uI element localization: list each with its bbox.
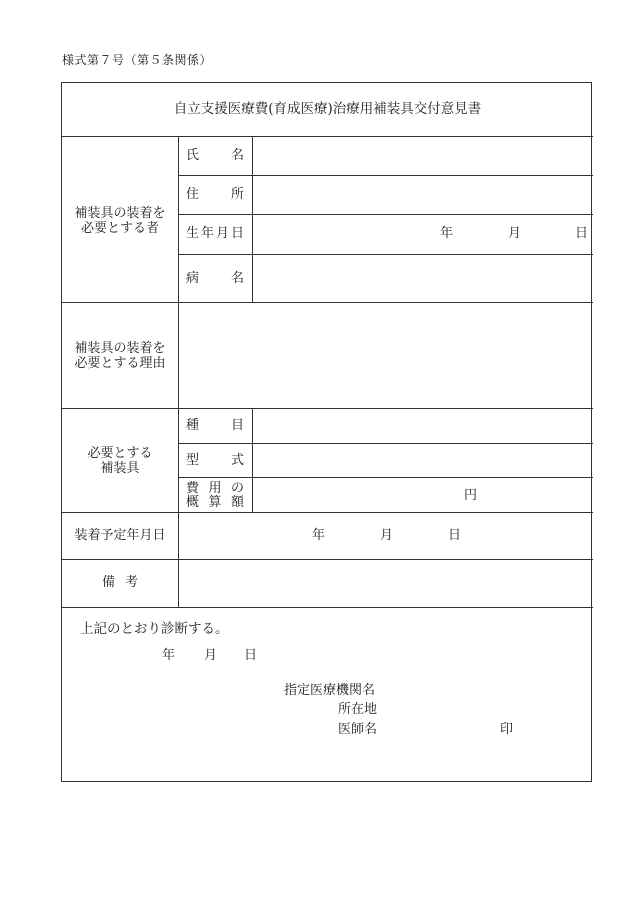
label-char: 氏 <box>186 148 200 163</box>
scheduled-month-unit: 月 <box>380 528 394 543</box>
label-char: 費 <box>186 481 200 496</box>
label-char: 用 <box>208 481 222 496</box>
label-char: 算 <box>208 495 222 510</box>
scheduled-day-unit: 日 <box>448 528 462 543</box>
label-char: 考 <box>124 575 138 590</box>
disease-row-label <box>186 272 244 285</box>
divider <box>62 607 593 608</box>
label-char: 式 <box>230 453 244 468</box>
form-title: 自立支援医療費(育成医療)治療用補装具交付意見書 <box>173 101 482 117</box>
label-char: 日 <box>230 226 244 241</box>
label-char: 月 <box>215 226 229 241</box>
device-section-label-line1: 必要とする <box>87 446 153 461</box>
cost-label-line2 <box>186 496 244 509</box>
form-number: 様式第７号（第５条関係） <box>62 53 213 67</box>
divider <box>62 136 593 137</box>
label-char: 住 <box>186 187 200 202</box>
label-char: 額 <box>230 495 244 510</box>
label-char: 名 <box>230 271 244 286</box>
divider <box>178 175 593 176</box>
doctor-label: 医師名 <box>338 722 378 737</box>
location-label: 所在地 <box>338 702 378 717</box>
scheduled-year-unit: 年 <box>312 528 326 543</box>
seal-mark: 印 <box>500 722 514 737</box>
dob-row-label <box>186 227 244 240</box>
divider <box>62 408 593 409</box>
patient-section-label-line2: 必要とする者 <box>80 221 159 236</box>
footer-month-unit: 月 <box>204 648 218 663</box>
device-model-label <box>186 454 244 467</box>
device-section-label-line2: 補装具 <box>100 461 140 476</box>
address-row-label <box>186 188 244 201</box>
reason-section-label-line1: 補装具の装着を <box>74 341 166 356</box>
remarks-label <box>102 576 138 589</box>
label-char: 名 <box>230 148 244 163</box>
divider <box>178 214 593 215</box>
divider <box>178 443 593 444</box>
name-row-label <box>186 149 244 162</box>
yen-unit: 円 <box>464 488 478 503</box>
patient-section-label-line1: 補装具の装着を <box>74 206 166 221</box>
device-type-label <box>186 419 244 432</box>
scheduled-date-label: 装着予定年月日 <box>74 528 166 543</box>
label-char: 所 <box>230 187 244 202</box>
diagnosis-statement: 上記のとおり診断する。 <box>80 621 229 637</box>
label-char: 目 <box>230 418 244 433</box>
label-char: 概 <box>186 495 200 510</box>
dob-month-unit: 月 <box>508 226 522 241</box>
institution-label: 指定医療機関名 <box>284 683 376 698</box>
label-char: の <box>230 481 244 496</box>
divider <box>178 136 179 607</box>
reason-section-label-line2: 必要とする理由 <box>74 356 166 371</box>
divider <box>252 408 253 512</box>
divider <box>178 477 593 478</box>
divider <box>62 302 593 303</box>
label-char: 生 <box>186 226 200 241</box>
label-char: 種 <box>186 418 200 433</box>
divider <box>62 559 593 560</box>
divider <box>252 136 253 302</box>
divider <box>62 512 593 513</box>
label-char: 病 <box>186 271 200 286</box>
label-char: 型 <box>186 453 200 468</box>
label-char: 年 <box>200 226 214 241</box>
dob-year-unit: 年 <box>440 226 454 241</box>
dob-day-unit: 日 <box>575 226 589 241</box>
cost-label-line1 <box>186 482 244 495</box>
footer-day-unit: 日 <box>244 648 258 663</box>
divider <box>178 254 593 255</box>
footer-year-unit: 年 <box>162 648 176 663</box>
label-char: 備 <box>102 575 116 590</box>
opinion-form-table <box>61 82 592 782</box>
